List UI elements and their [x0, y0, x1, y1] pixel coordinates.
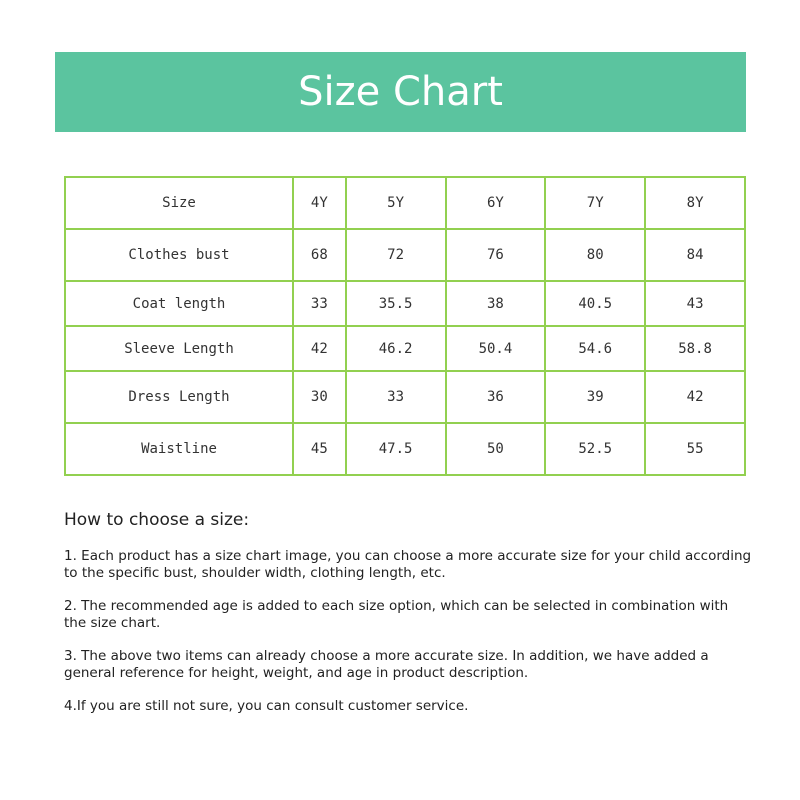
table-header-row: [65, 177, 745, 229]
title-banner: [55, 52, 746, 132]
value-cell: 40.5: [545, 281, 645, 326]
table-row: [65, 371, 745, 423]
row-label-cell: Coat length: [65, 281, 293, 326]
value-cell: 36: [446, 371, 546, 423]
table-row: [65, 326, 745, 371]
value-cell: 52.5: [545, 423, 645, 475]
value-cell: 42: [293, 326, 346, 371]
row-label-cell: Dress Length: [65, 371, 293, 423]
value-cell: 84: [645, 229, 745, 281]
value-cell: 6Y: [446, 177, 546, 229]
value-cell: 33: [293, 281, 346, 326]
value-cell: 39: [545, 371, 645, 423]
guide-item: 3. The above two items can already choose a more accurate size. In addition, we have added a general reference for height, weight, and age in product description.: [64, 648, 709, 681]
row-label-cell: Size: [65, 177, 293, 229]
guide-item: 2. The recommended age is added to each size option, which can be selected in combination with the size chart.: [64, 598, 729, 631]
value-cell: 7Y: [545, 177, 645, 229]
value-cell: 80: [545, 229, 645, 281]
value-cell: 58.8: [645, 326, 745, 371]
table-row: [65, 423, 745, 475]
value-cell: 76: [446, 229, 546, 281]
row-label-cell: Sleeve Length: [65, 326, 293, 371]
value-cell: 5Y: [346, 177, 446, 229]
guide-heading: How to choose a size:: [64, 510, 250, 530]
page-title: Size Chart: [298, 69, 503, 115]
value-cell: 47.5: [346, 423, 446, 475]
row-label-cell: Clothes bust: [65, 229, 293, 281]
value-cell: 54.6: [545, 326, 645, 371]
value-cell: 33: [346, 371, 446, 423]
value-cell: 38: [446, 281, 546, 326]
value-cell: 45: [293, 423, 346, 475]
value-cell: 30: [293, 371, 346, 423]
value-cell: 68: [293, 229, 346, 281]
size-table: [64, 176, 746, 476]
value-cell: 50: [446, 423, 546, 475]
value-cell: 50.4: [446, 326, 546, 371]
value-cell: 72: [346, 229, 446, 281]
value-cell: 55: [645, 423, 745, 475]
value-cell: 42: [645, 371, 745, 423]
table-row: [65, 281, 745, 326]
value-cell: 35.5: [346, 281, 446, 326]
value-cell: 4Y: [293, 177, 346, 229]
value-cell: 43: [645, 281, 745, 326]
row-label-cell: Waistline: [65, 423, 293, 475]
guide-item: 4.If you are still not sure, you can consult customer service.: [64, 698, 469, 714]
size-guide: [64, 510, 754, 731]
table-row: [65, 229, 745, 281]
value-cell: 8Y: [645, 177, 745, 229]
guide-item: 1. Each product has a size chart image, you can choose a more accurate size for your child according to the specific bust, shoulder width, clothing length, etc.: [64, 548, 752, 581]
value-cell: 46.2: [346, 326, 446, 371]
